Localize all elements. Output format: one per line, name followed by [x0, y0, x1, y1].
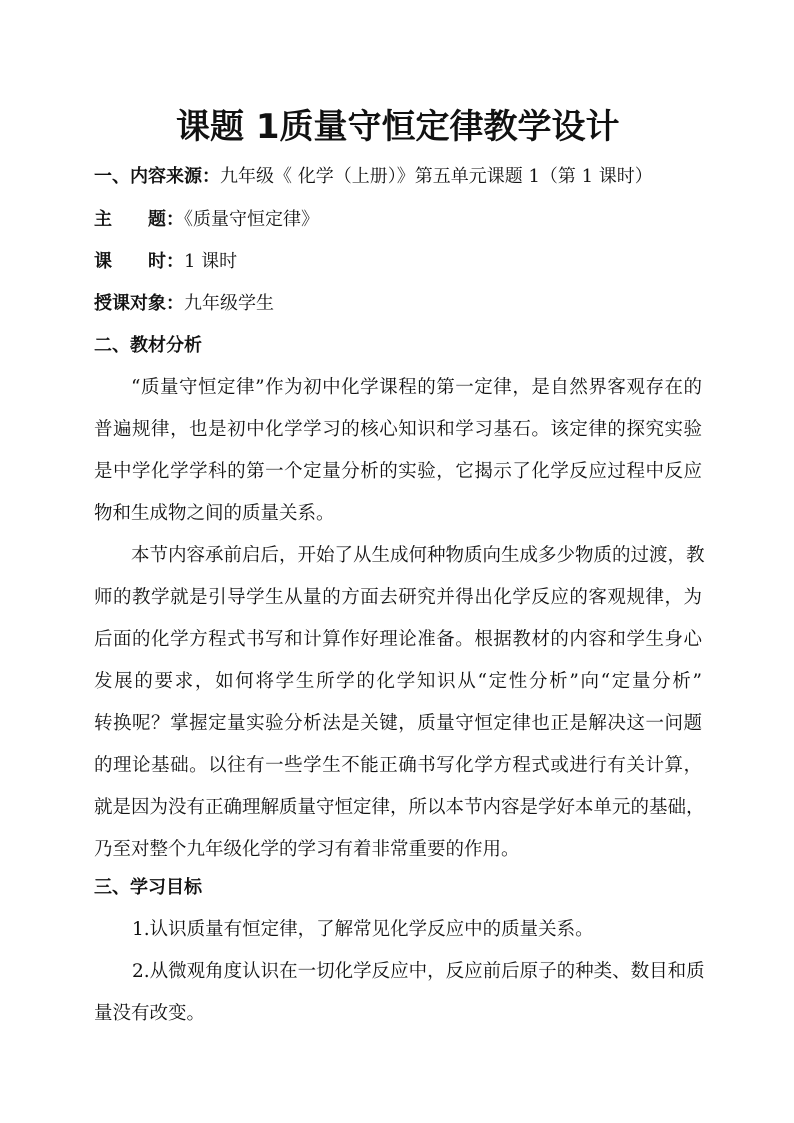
section3-heading: 三、学习目标 [94, 877, 202, 898]
para2-line: 发展的要求，如何将学生所学的化学知识从“定性分析”向“定量分析” [94, 671, 702, 692]
para1-line: 普遍规律，也是初中化学学习的核心知识和学习基石。该定律的探究实验 [94, 419, 702, 440]
info-period-row [94, 247, 237, 277]
title-part-lesson: 课题 1 [176, 107, 280, 147]
para1-line: “质量守恒定律”作为初中化学课程的第一定律，是自然界客观存在的 [131, 377, 702, 398]
para2-line: 的理论基础。以往有一些学生不能正确书写化学方程式或进行有关计算， [94, 755, 702, 776]
info-topic-row [94, 205, 319, 235]
goal-2-line-1: 2.从微观角度认识在一切化学反应中，反应前后原子的种类、数目和质 [132, 961, 705, 982]
info-period-label-a: 课 [94, 251, 112, 272]
info-period-value: 1 课时 [184, 251, 238, 272]
para2-line: 本节内容承前启后，开始了从生成何种物质向生成多少物质的过渡，教 [131, 545, 705, 566]
document-title [176, 102, 620, 152]
info-audience-value: 九年级学生 [184, 293, 274, 314]
goal-1: 1.认识质量有恒定律，了解常见化学反应中的质量关系。 [132, 919, 594, 940]
info-topic-label-b: 题： [148, 209, 184, 230]
para1-line: 是中学化学学科的第一个定量分析的实验，它揭示了化学反应过程中反应 [94, 461, 702, 482]
info-topic-label-a: 主 [94, 209, 112, 230]
info-audience-label: 授课对象： [94, 293, 184, 314]
title-part-design: 教学设计 [483, 107, 620, 147]
info-topic-value: 《质量守恒定律》 [184, 209, 319, 230]
info-audience-row [94, 289, 274, 319]
info-source-row [94, 162, 653, 192]
title-part-topic: 质量守恒定律 [279, 107, 484, 147]
info-period-label-b: 时： [148, 251, 184, 272]
para2-line: 师的教学就是引导学生从量的方面去研究并得出化学反应的客观规律，为 [94, 587, 702, 608]
section2-heading: 二、教材分析 [94, 335, 202, 356]
info-source-value: 九年级《 化学（上册）》第五单元课题 1（第 1 课时） [220, 166, 653, 187]
goal-2-line-2: 量没有改变。 [94, 1003, 206, 1024]
para2-line: 转换呢？掌握定量实验分析法是关键，质量守恒定律也正是解决这一问题 [94, 713, 702, 734]
para1-line: 物和生成物之间的质量关系。 [94, 503, 335, 524]
para2-line: 后面的化学方程式书写和计算作好理论准备。根据教材的内容和学生身心 [94, 629, 702, 650]
para2-line: 乃至对整个九年级化学的学习有着非常重要的作用。 [94, 839, 520, 860]
para2-line: 就是因为没有正确理解质量守恒定律，所以本节内容是学好本单元的基础， [94, 797, 705, 818]
info-source-label: 一、内容来源： [94, 166, 220, 187]
